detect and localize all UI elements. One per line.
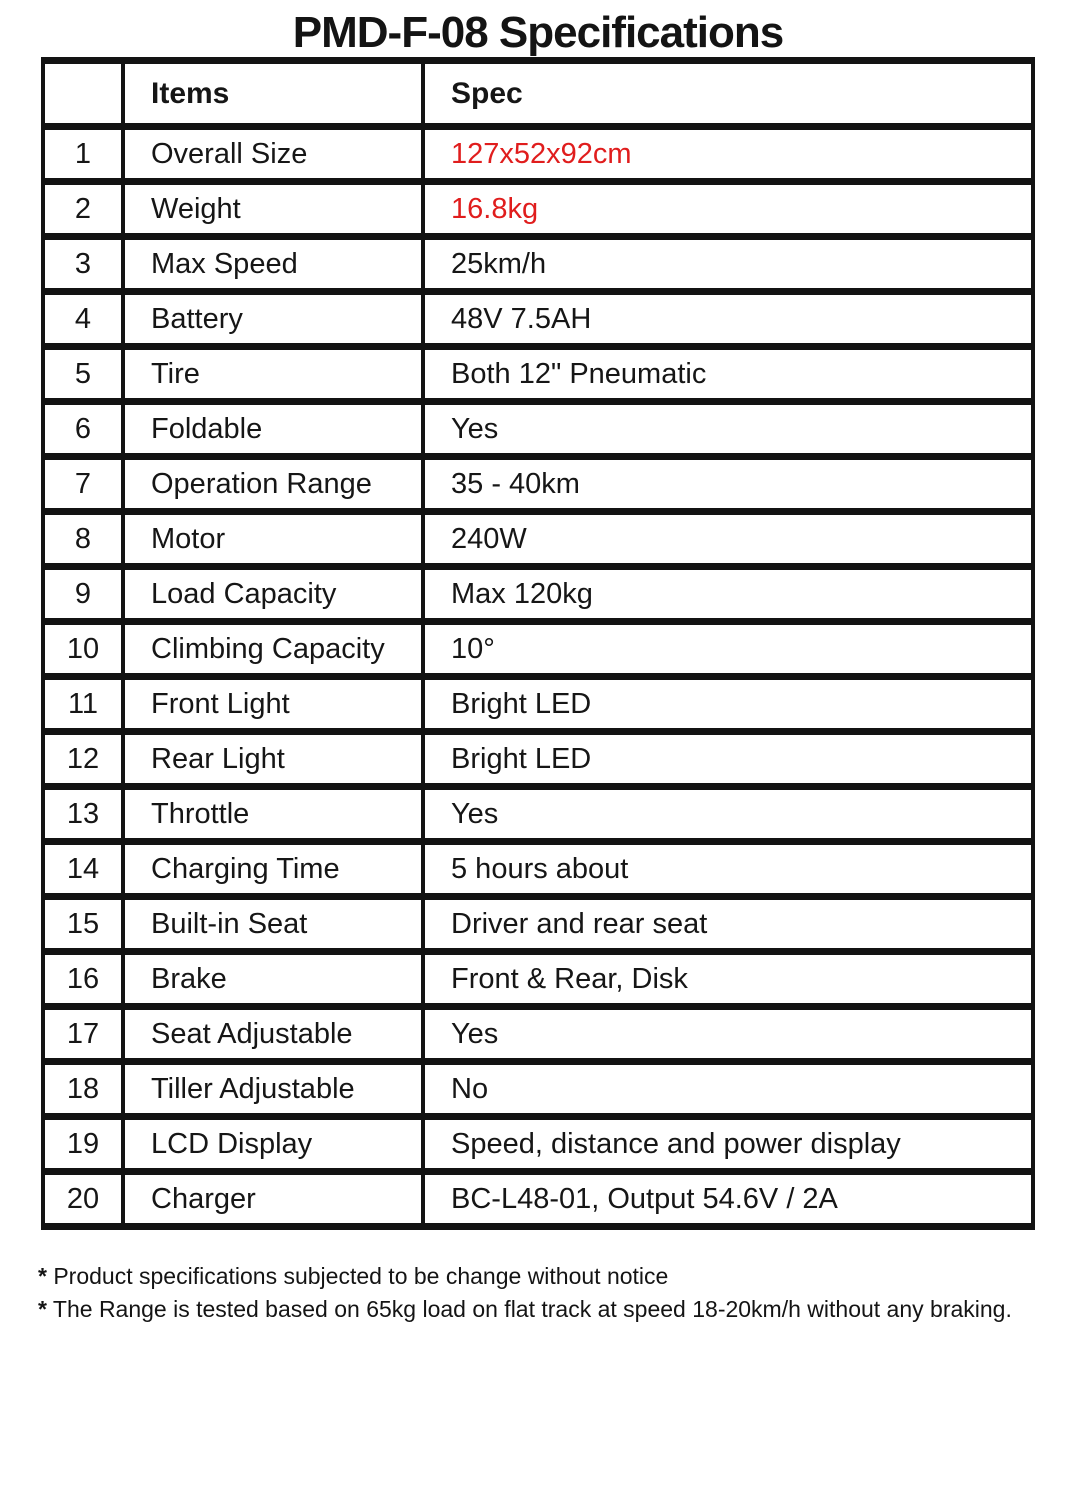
table-row — [43, 952, 1033, 1007]
row-number-cell: 14 — [43, 842, 123, 897]
row-number-cell: 6 — [43, 402, 123, 457]
table-row — [43, 1117, 1033, 1172]
item-cell: Load Capacity — [123, 567, 423, 622]
item-cell: Weight — [123, 182, 423, 237]
row-number-cell: 12 — [43, 732, 123, 787]
table-row — [43, 292, 1033, 347]
spec-table — [41, 57, 1035, 1230]
item-cell: Built-in Seat — [123, 897, 423, 952]
item-cell: Max Speed — [123, 237, 423, 292]
spec-cell: 10° — [423, 622, 1033, 677]
spec-cell: 25km/h — [423, 237, 1033, 292]
header-number-cell — [43, 61, 123, 127]
spec-cell: Yes — [423, 787, 1033, 842]
row-number-cell: 7 — [43, 457, 123, 512]
row-number-cell: 11 — [43, 677, 123, 732]
spec-cell: 240W — [423, 512, 1033, 567]
row-number-cell: 17 — [43, 1007, 123, 1062]
table-row — [43, 127, 1033, 182]
row-number-cell: 18 — [43, 1062, 123, 1117]
table-row — [43, 457, 1033, 512]
table-row — [43, 402, 1033, 457]
row-number-cell: 19 — [43, 1117, 123, 1172]
spec-cell: 48V 7.5AH — [423, 292, 1033, 347]
spec-cell: 127x52x92cm — [423, 127, 1033, 182]
table-row — [43, 842, 1033, 897]
table-row — [43, 1007, 1033, 1062]
item-cell: Battery — [123, 292, 423, 347]
spec-cell: 5 hours about — [423, 842, 1033, 897]
item-cell: Throttle — [123, 787, 423, 842]
row-number-cell: 3 — [43, 237, 123, 292]
spec-cell: Bright LED — [423, 677, 1033, 732]
spec-cell: Yes — [423, 402, 1033, 457]
footnote-text: The Range is tested based on 65kg load on flat track at speed 18-20km/h without any braking. — [46, 1296, 1012, 1322]
header-items-cell: Items — [123, 61, 423, 127]
row-number-cell: 10 — [43, 622, 123, 677]
item-cell: Tire — [123, 347, 423, 402]
footnote-text: Product specifications subjected to be change without notice — [46, 1263, 669, 1289]
footnote-line — [38, 1260, 1076, 1293]
item-cell: Brake — [123, 952, 423, 1007]
table-header-row — [43, 61, 1033, 127]
row-number-cell: 15 — [43, 897, 123, 952]
table-row — [43, 182, 1033, 237]
table-row — [43, 347, 1033, 402]
row-number-cell: 13 — [43, 787, 123, 842]
spec-cell: Max 120kg — [423, 567, 1033, 622]
item-cell: Tiller Adjustable — [123, 1062, 423, 1117]
table-row — [43, 787, 1033, 842]
spec-cell: Both 12" Pneumatic — [423, 347, 1033, 402]
table-row — [43, 1172, 1033, 1227]
item-cell: Front Light — [123, 677, 423, 732]
row-number-cell: 4 — [43, 292, 123, 347]
row-number-cell: 20 — [43, 1172, 123, 1227]
row-number-cell: 9 — [43, 567, 123, 622]
table-row — [43, 1062, 1033, 1117]
row-number-cell: 2 — [43, 182, 123, 237]
row-number-cell: 8 — [43, 512, 123, 567]
spec-cell: 35 - 40km — [423, 457, 1033, 512]
table-row — [43, 237, 1033, 292]
footnotes — [38, 1260, 1076, 1326]
spec-cell: Speed, distance and power display — [423, 1117, 1033, 1172]
spec-cell: BC-L48-01, Output 54.6V / 2A — [423, 1172, 1033, 1227]
table-row — [43, 677, 1033, 732]
item-cell: Climbing Capacity — [123, 622, 423, 677]
spec-cell: Bright LED — [423, 732, 1033, 787]
footnote-line — [38, 1293, 1076, 1326]
row-number-cell: 1 — [43, 127, 123, 182]
footnote-marker: * — [38, 1263, 47, 1289]
item-cell: Foldable — [123, 402, 423, 457]
page-title: PMD-F-08 Specifications — [292, 8, 784, 57]
table-row — [43, 512, 1033, 567]
item-cell: Charger — [123, 1172, 423, 1227]
spec-table-body — [43, 127, 1033, 1227]
row-number-cell: 5 — [43, 347, 123, 402]
footnote-marker: * — [38, 1296, 47, 1322]
spec-cell: Yes — [423, 1007, 1033, 1062]
table-row — [43, 622, 1033, 677]
spec-cell: Driver and rear seat — [423, 897, 1033, 952]
table-row — [43, 897, 1033, 952]
table-row — [43, 732, 1033, 787]
header-spec-cell: Spec — [423, 61, 1033, 127]
item-cell: LCD Display — [123, 1117, 423, 1172]
table-row — [43, 567, 1033, 622]
item-cell: Rear Light — [123, 732, 423, 787]
item-cell: Charging Time — [123, 842, 423, 897]
spec-cell: 16.8kg — [423, 182, 1033, 237]
spec-cell: Front & Rear, Disk — [423, 952, 1033, 1007]
spec-cell: No — [423, 1062, 1033, 1117]
row-number-cell: 16 — [43, 952, 123, 1007]
item-cell: Seat Adjustable — [123, 1007, 423, 1062]
item-cell: Operation Range — [123, 457, 423, 512]
item-cell: Motor — [123, 512, 423, 567]
item-cell: Overall Size — [123, 127, 423, 182]
